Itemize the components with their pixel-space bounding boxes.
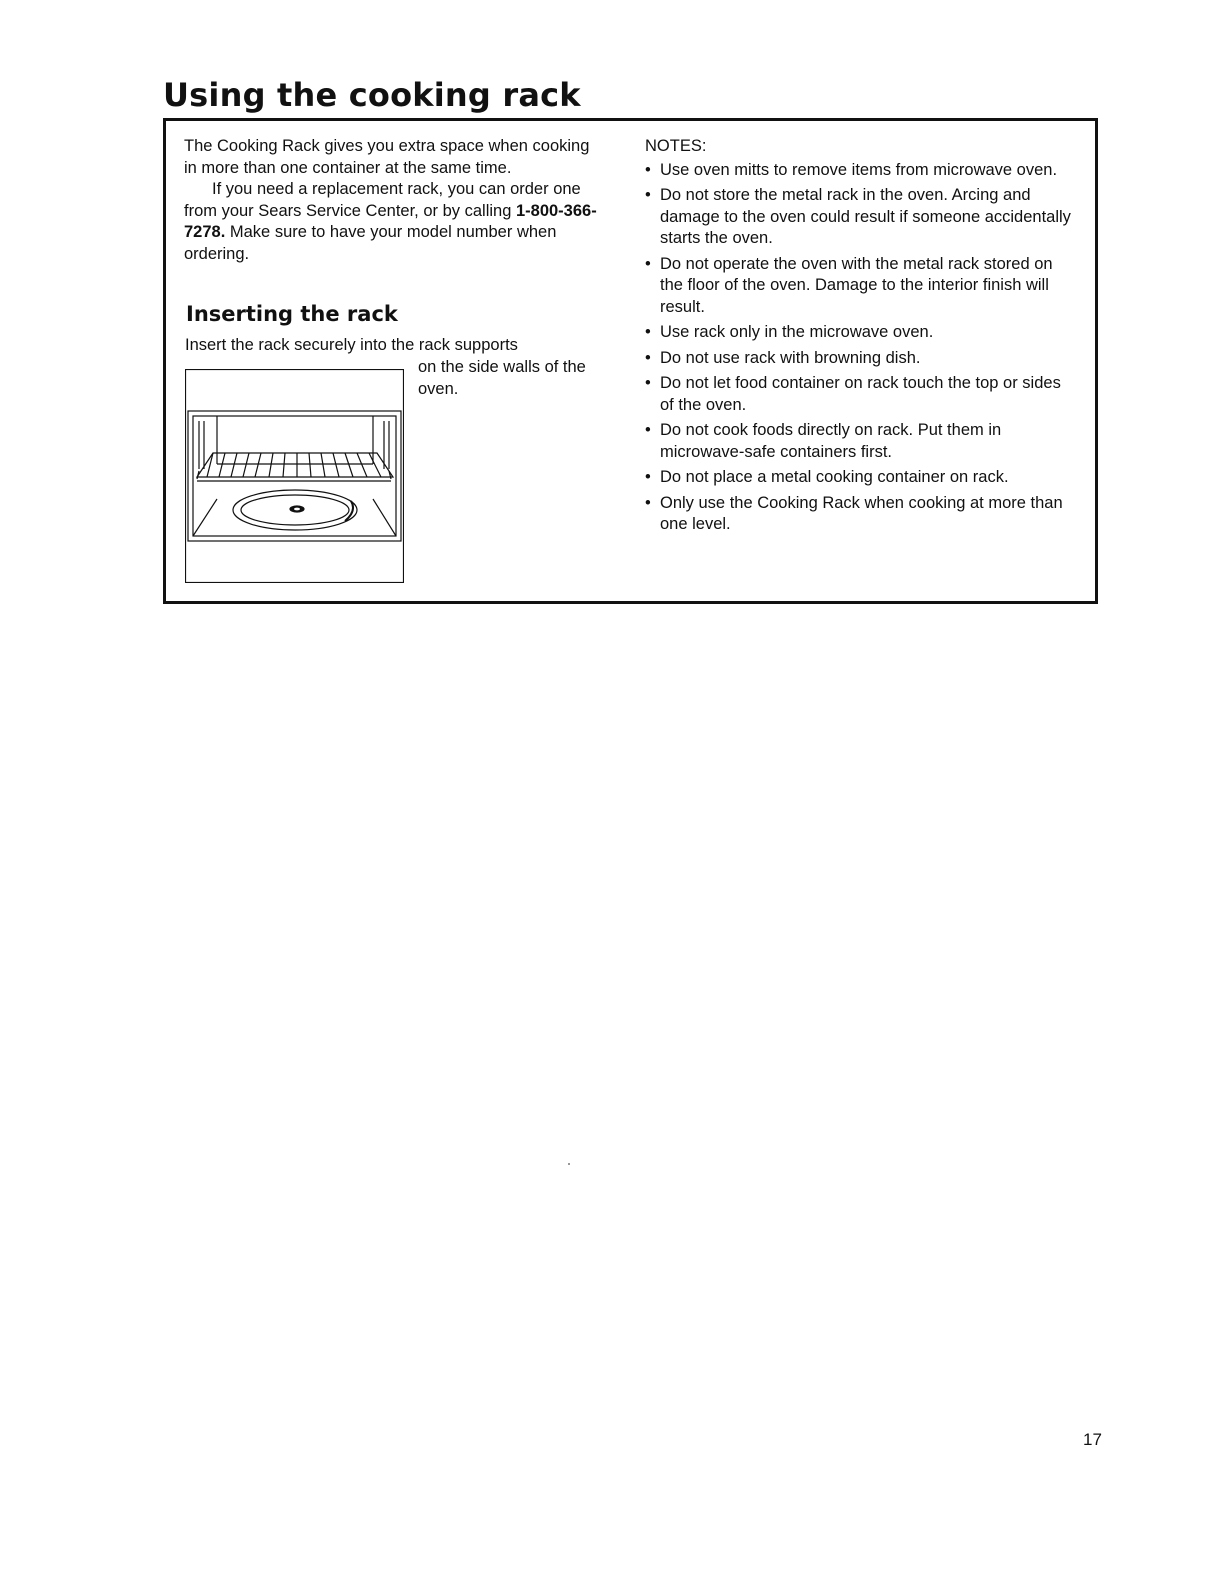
notes-list: [645, 160, 1075, 536]
note-text: Do not let food container on rack touch the top or sides of the oven.: [660, 374, 1061, 414]
list-item: [645, 322, 1075, 344]
page-title: Using the cooking rack: [163, 76, 581, 114]
note-text: Do not place a metal cooking container on rack.: [660, 468, 1009, 486]
list-item: [645, 348, 1075, 370]
note-text: Use rack only in the microwave oven.: [660, 323, 934, 341]
list-item: [645, 420, 1075, 463]
bullet-icon: •: [645, 421, 651, 439]
bullet-icon: •: [645, 493, 651, 512]
bullet-icon: •: [645, 468, 651, 486]
inserting-heading: Inserting the rack: [186, 302, 398, 326]
notes-heading: NOTES:: [645, 137, 707, 155]
turntable: [233, 490, 357, 530]
bullet-icon: •: [645, 348, 651, 367]
oven-cavity: [188, 411, 401, 541]
figure-frame: [186, 370, 404, 583]
intro-paragraph-2-text: If you need a replacement rack, you can order one from your Sears Service Center, or by calling: [184, 180, 581, 220]
list-item: [645, 467, 1075, 489]
list-item: [645, 185, 1075, 250]
bullet-icon: •: [645, 254, 651, 273]
intro-paragraph-2-end: Make sure to have your model number when ordering.: [184, 223, 557, 263]
scan-speck: [568, 1163, 570, 1165]
page-number: 17: [1083, 1430, 1102, 1449]
list-item: [645, 493, 1075, 536]
inserting-text-wrap: on the side walls of the oven.: [418, 358, 586, 398]
list-item: [645, 160, 1075, 182]
notes-column: [645, 136, 1075, 540]
oven-rack-illustration: [185, 369, 404, 583]
note-text: Do not store the metal rack in the oven. Arcing and damage to the oven could result if someone accidentally starts the oven.: [660, 186, 1071, 247]
inserting-text-line: Insert the rack securely into the rack supports: [185, 336, 518, 354]
oven-inner-wall: [193, 416, 396, 536]
intro-paragraph-2: [184, 179, 604, 265]
intro-paragraph-1: The Cooking Rack gives you extra space when cooking in more than one container at the same time.: [184, 137, 590, 177]
bullet-icon: •: [645, 323, 651, 341]
cooking-rack: [197, 453, 393, 481]
bullet-icon: •: [645, 374, 651, 392]
note-text: Only use the Cooking Rack when cooking at more than one level.: [660, 493, 1063, 533]
service-phone-number: 1-800-366-7278.: [184, 201, 597, 241]
note-text: Do not use rack with browning dish.: [660, 348, 921, 367]
list-item: [645, 373, 1075, 416]
list-item: [645, 254, 1075, 319]
bullet-icon: •: [645, 186, 651, 204]
bullet-icon: •: [645, 160, 651, 179]
note-text: Use oven mitts to remove items from microwave oven.: [660, 160, 1058, 179]
note-text: Do not cook foods directly on rack. Put them in microwave-safe containers first.: [660, 421, 1002, 461]
intro-column: [184, 136, 604, 265]
note-text: Do not operate the oven with the metal rack stored on the floor of the oven. Damage to the interior finish will result.: [660, 254, 1053, 316]
